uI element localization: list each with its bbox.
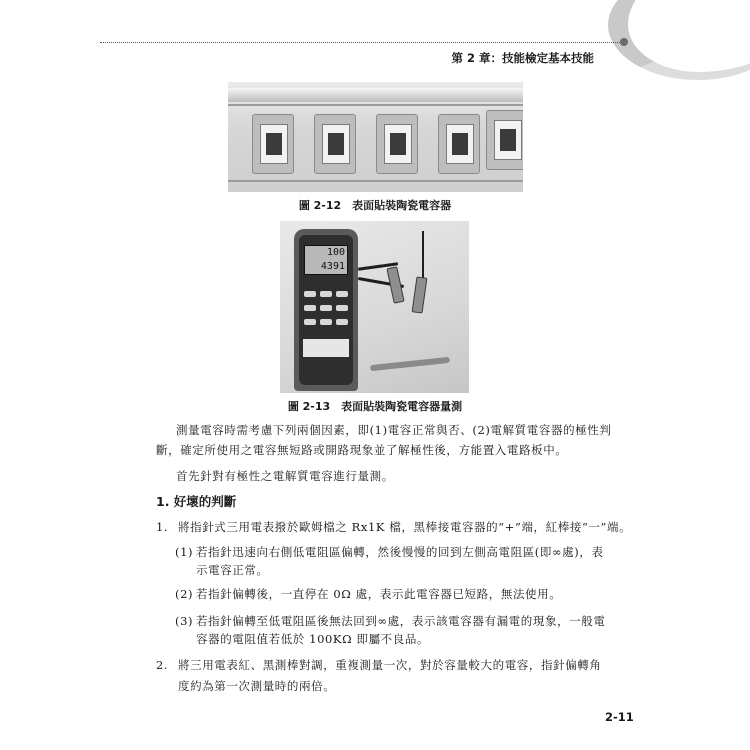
smd-capacitor-photo: [228, 82, 523, 192]
step-text: 將指針式三用電表撥於歐姆檔之 Rx1K 檔，黑棒接電容器的“+”端，紅棒接“一”端。: [178, 520, 632, 534]
step-text: 度約為第一次測量時的兩倍。: [178, 679, 336, 693]
subitem-text: 容器的電阻值若低於 100KΩ 即屬不良品。: [196, 632, 430, 646]
header-bullet-dot: [620, 38, 628, 46]
subitem-text: 示電容正常。: [196, 563, 269, 577]
header-dotted-rule: [100, 42, 622, 43]
capacitor-chip: [494, 120, 522, 160]
intro-line: 首先針對有極性之電解質電容進行量測。: [176, 469, 394, 483]
capacitor-chip: [260, 124, 288, 164]
meter-barcode-label: [303, 339, 349, 357]
section-heading: 1. 好壞的判斷: [156, 494, 237, 509]
step-text: 將三用電表紅、黑測棒對調，重複測量一次，對於容量較大的電容，指針偏轉角: [178, 658, 602, 672]
lcr-meter: [294, 229, 358, 391]
figure-caption: 圖 2-13 表面貼裝陶瓷電容器量測: [287, 400, 463, 413]
meter-lcd-display: [304, 245, 348, 275]
meter-reading-top: 100: [326, 247, 345, 258]
lcr-meter-photo: [280, 221, 469, 393]
capacitor-chip: [446, 124, 474, 164]
capacitor-chip: [322, 124, 350, 164]
probe-clip: [412, 276, 428, 313]
chapter-corner-decoration: [608, 0, 750, 80]
capacitor-chip: [384, 124, 412, 164]
subitem-text: 若指針偏轉至低電阻區後無法回到∞處，表示該電容器有漏電的現象，一般電: [196, 614, 606, 628]
meter-reading-main: 4391: [320, 261, 345, 272]
subitem-marker: (3): [175, 614, 194, 628]
figure-caption: 圖 2-12 表面貼裝陶瓷電容器: [298, 199, 452, 212]
step-number: 2.: [156, 658, 169, 672]
intro-line: 斷，確定所使用之電容無短路或開路現象並了解極性後，方能置入電路板中。: [156, 443, 568, 457]
page-number: 2-11: [605, 710, 634, 724]
step-number: 1.: [156, 520, 169, 534]
subitem-marker: (1): [175, 545, 194, 559]
subitem-text: 若指針偏轉後，一直停在 0Ω 處，表示此電容器已短路，無法使用。: [196, 587, 562, 601]
chapter-title: 第 2 章：技能檢定基本技能: [451, 51, 594, 65]
subitem-text: 若指針迅速向右側低電阻區偏轉，然後慢慢的回到左側高電阻區(即∞處)，表: [196, 545, 604, 559]
subitem-marker: (2): [175, 587, 194, 601]
intro-line: 測量電容時需考慮下列兩個因素，即(1)電容正常與否、(2)電解質電容器的極性判: [176, 423, 612, 437]
